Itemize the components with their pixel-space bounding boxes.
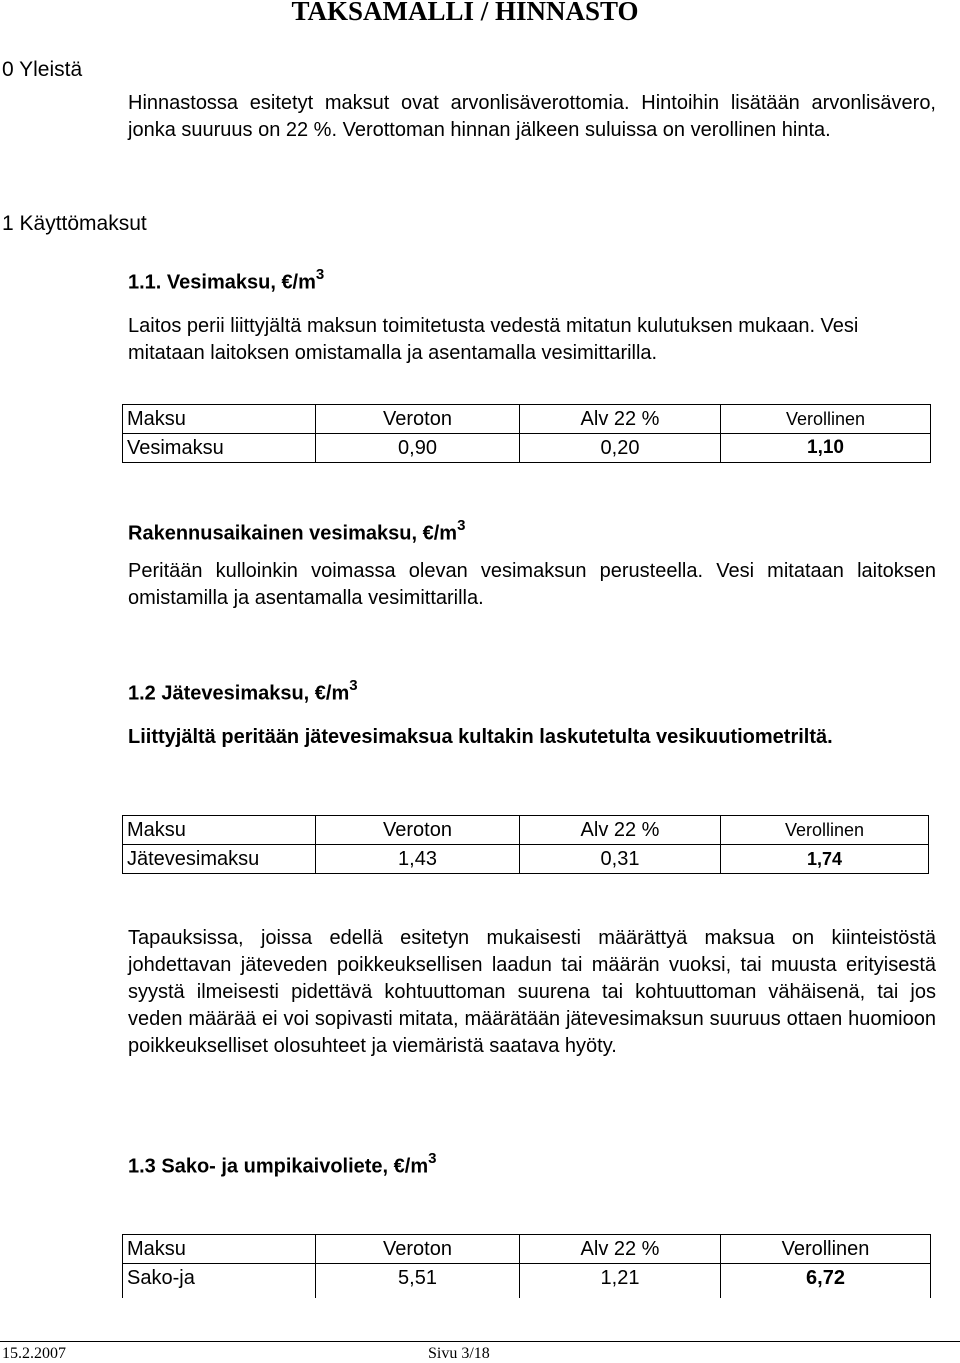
construction-water-heading: Rakennusaikainen vesimaksu, $€/m^3$ [128, 517, 466, 545]
cell-alv: 0,31 [520, 845, 721, 874]
section-1-3-heading: 1.3 Sako- ja umpikaivoliete, $€/m^3$ [128, 1150, 437, 1178]
table-row [123, 845, 929, 874]
cell-veroton: 1,43 [316, 845, 520, 874]
cell-verollinen: 6,72 [721, 1264, 931, 1299]
cell-alv: 1,21 [520, 1264, 721, 1299]
section-0-text: Hinnastossa esitetyt maksut ovat arvonlisäverottomia. Hintoihin lisätään arvonlisävero, jonka suuruus on 22 %. Verottoman hinnan jälkeen suluissa on verollinen hinta. [128, 92, 936, 141]
cell-name: Sako-ja [123, 1264, 316, 1299]
wastewater-fee-table [122, 815, 929, 874]
header-verollinen: Verollinen [721, 405, 931, 434]
header-maksu: Maksu [123, 816, 316, 845]
table-header-row [123, 405, 931, 434]
footer-page-number: Sivu 3/18 [428, 1345, 490, 1362]
header-maksu: Maksu [123, 1235, 316, 1264]
cell-name: Vesimaksu [123, 434, 316, 463]
table-row [123, 434, 931, 463]
header-alv: Alv 22 % [520, 816, 721, 845]
water-fee-table [122, 404, 931, 463]
cell-alv: 0,20 [520, 434, 721, 463]
construction-water-text: Peritään kulloinkin voimassa olevan vesimaksun perusteella. Vesi mitataan laitoksen omistamilla ja asentamalla vesimittarilla. [128, 560, 936, 609]
section-1-2-text-2: Tapauksissa, joissa edellä esitetyn mukaisesti määrättyä maksua on kiinteistöstä johdettavan jäteveden poikkeuksellisen laadun tai määrän vuoksi, tai muusta erityisestä syystä ilmeisesti pidettävä kohtuuttoman suurena tai kohtuuttoman vähäisenä, tai jos veden määrää ei voi sopivasti mitata, määrätään jätevesimaksun suuruus ottaen huomioon poikkeukselliset olosuhteet ja viemäristä saatava hyöty. [128, 927, 936, 1057]
table-header-row [123, 1235, 931, 1264]
section-1-1-heading: 1.1. Vesimaksu, $€/m^3$ [128, 266, 325, 294]
header-veroton: Veroton [316, 1235, 520, 1264]
section-1-2-text: Liittyjältä peritään jätevesimaksua kultakin laskutetulta vesikuutiometriltä. [128, 726, 833, 748]
header-alv: Alv 22 % [520, 405, 721, 434]
cell-veroton: 0,90 [316, 434, 520, 463]
cell-verollinen: 1,74 [721, 845, 929, 874]
page-title: TAKSAMALLI / HINNASTO [291, 0, 639, 26]
header-verollinen: Verollinen [721, 816, 929, 845]
cell-veroton: 5,51 [316, 1264, 520, 1299]
header-veroton: Veroton [316, 405, 520, 434]
cell-verollinen: 1,10 [721, 434, 931, 463]
table-header-row [123, 816, 929, 845]
footer-date: 15.2.2007 [2, 1345, 66, 1362]
header-verollinen: Verollinen [721, 1235, 931, 1264]
table-row [123, 1264, 931, 1299]
header-maksu: Maksu [123, 405, 316, 434]
header-veroton: Veroton [316, 816, 520, 845]
section-1-1-text: Laitos perii liittyjältä maksun toimitetusta vedestä mitatun kulutuksen mukaan. Vesi mitataan laitoksen omistamalla ja asentamalla vesimittarilla. [128, 315, 859, 364]
cell-name: Jätevesimaksu [123, 845, 316, 874]
footer-divider [0, 1341, 960, 1342]
section-1-heading: 1 Käyttömaksut [2, 212, 147, 235]
section-1-2-heading: 1.2 Jätevesimaksu, $€/m^3$ [128, 677, 358, 705]
septic-fee-table [122, 1234, 931, 1298]
section-0-heading: 0 Yleistä [2, 58, 83, 81]
header-alv: Alv 22 % [520, 1235, 721, 1264]
